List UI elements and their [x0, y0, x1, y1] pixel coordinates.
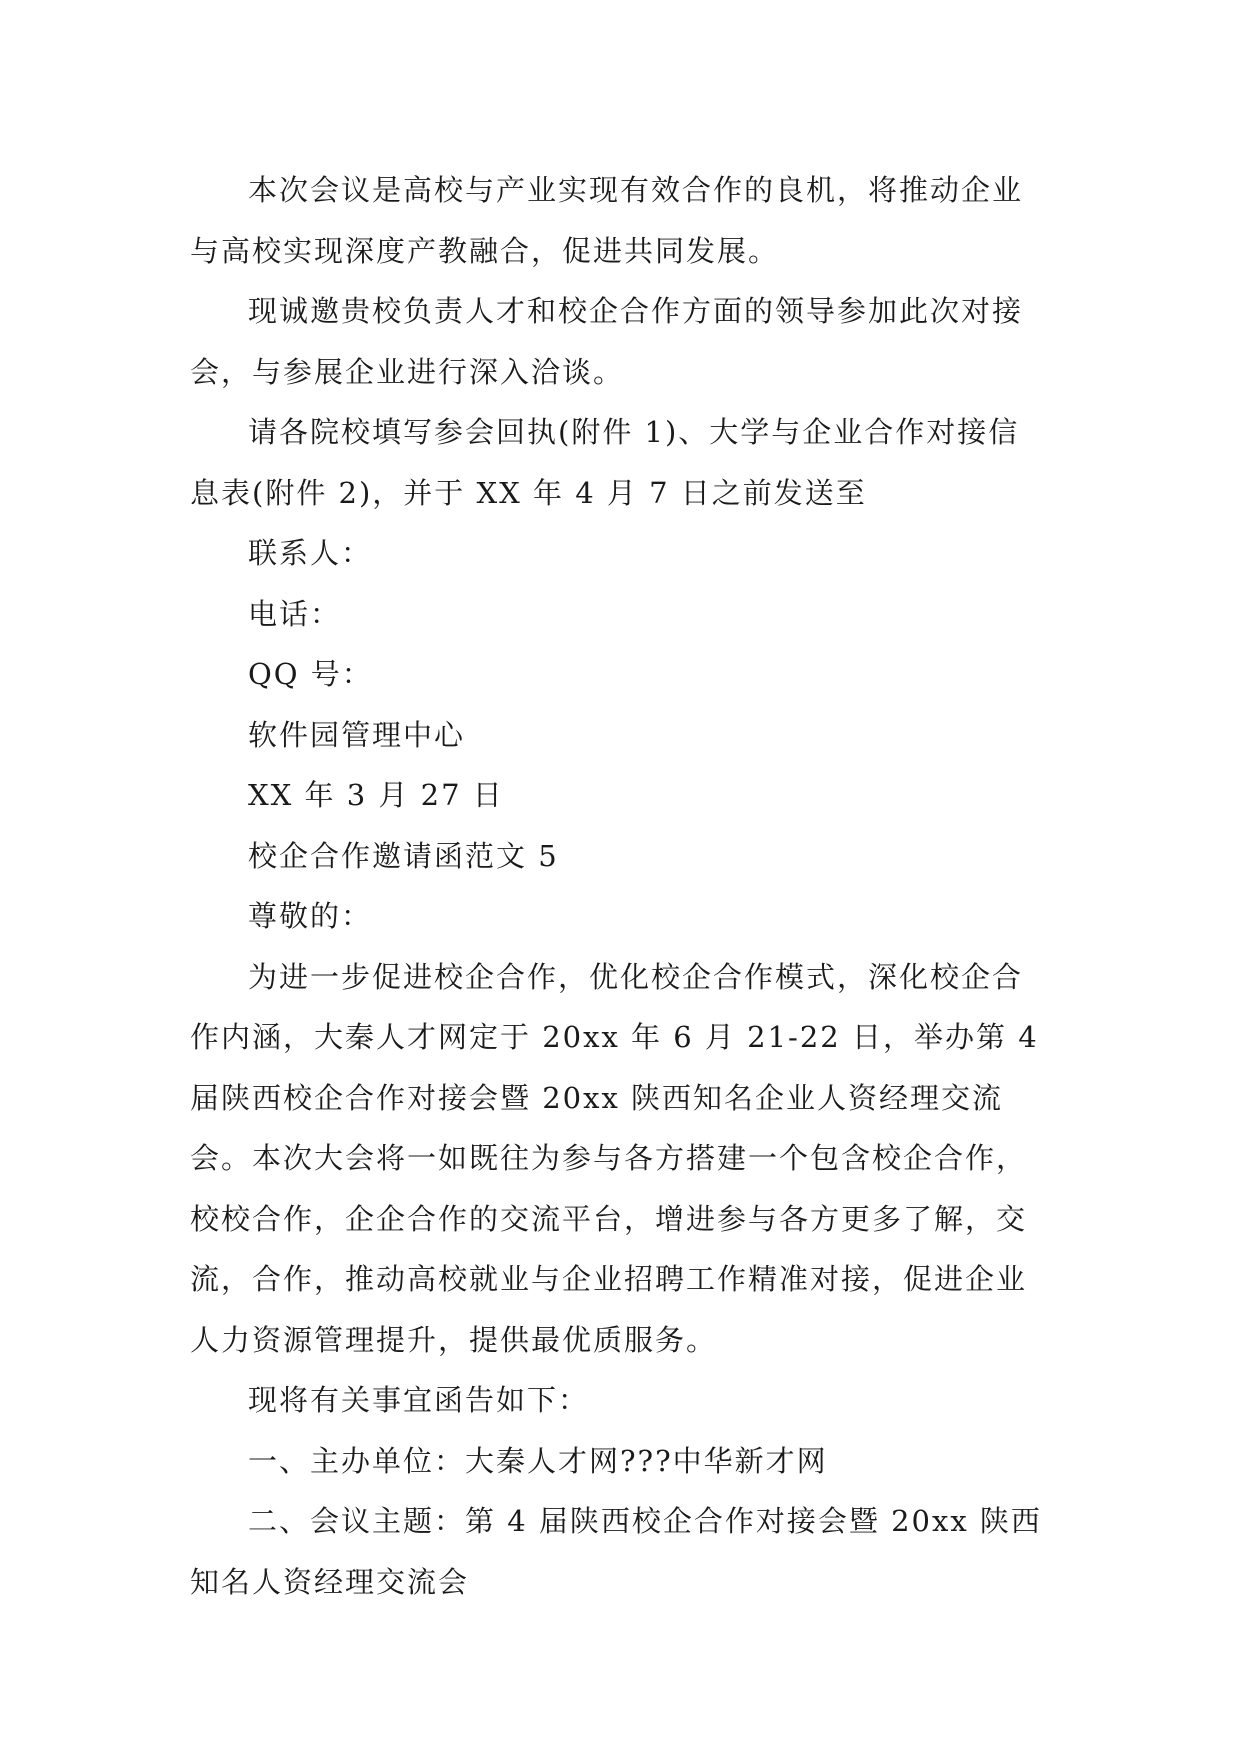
item-organizer: 一、主办单位：大秦人才网???中华新才网: [248, 1443, 828, 1478]
section-title: 校企合作邀请函范文 5: [248, 838, 559, 873]
paragraph-invitation: 现诚邀贵校负责人才和校企合作方面的领导参加此次对接会，与参展企业进行深入洽谈。: [190, 294, 1024, 389]
qq-line: QQ 号：: [248, 657, 373, 691]
paragraph-event-description: 为进一步促进校企合作，优化校企合作模式，深化校企合作内涵，大秦人才网定于 20xx 年 6 月 21-22 日，举办第 4 届陕西校企合作对接会暨 20xx 陕西知名企业人资经理交流会。本次大会将一如既往为参与各方搭建一个包含校企合作，校校合作，企企合作的交流平台，增进参与各方更多了解，交流，合作，推动高校就业与企业招聘工作精准对接，促进企业人力资源管理提升，提供最优质服务。: [190, 959, 1039, 1357]
salutation: 尊敬的：: [248, 899, 373, 933]
paragraph-meeting-opportunity: 本次会议是高校与产业实现有效合作的良机，将推动企业与高校实现深度产教融合，促进共同发展。: [190, 173, 1024, 268]
phone-line: 电话：: [248, 596, 342, 631]
signature-organization: 软件园管理中心: [248, 717, 466, 752]
item-meeting-theme: 二、会议主题：第 4 届陕西校企合作对接会暨 20xx 陕西知名人资经理交流会: [190, 1504, 1042, 1599]
paragraph-submission-request: 请各院校填写参会回执(附件 1)、大学与企业合作对接信息表(附件 2)，并于 XX 年 4 月 7 日之前发送至: [190, 415, 1020, 510]
signature-date: XX 年 3 月 27 日: [248, 778, 504, 812]
contact-person-line: 联系人：: [248, 536, 373, 570]
document-body: [190, 160, 1050, 1612]
paragraph-notice-intro: 现将有关事宜函告如下：: [248, 1383, 590, 1417]
